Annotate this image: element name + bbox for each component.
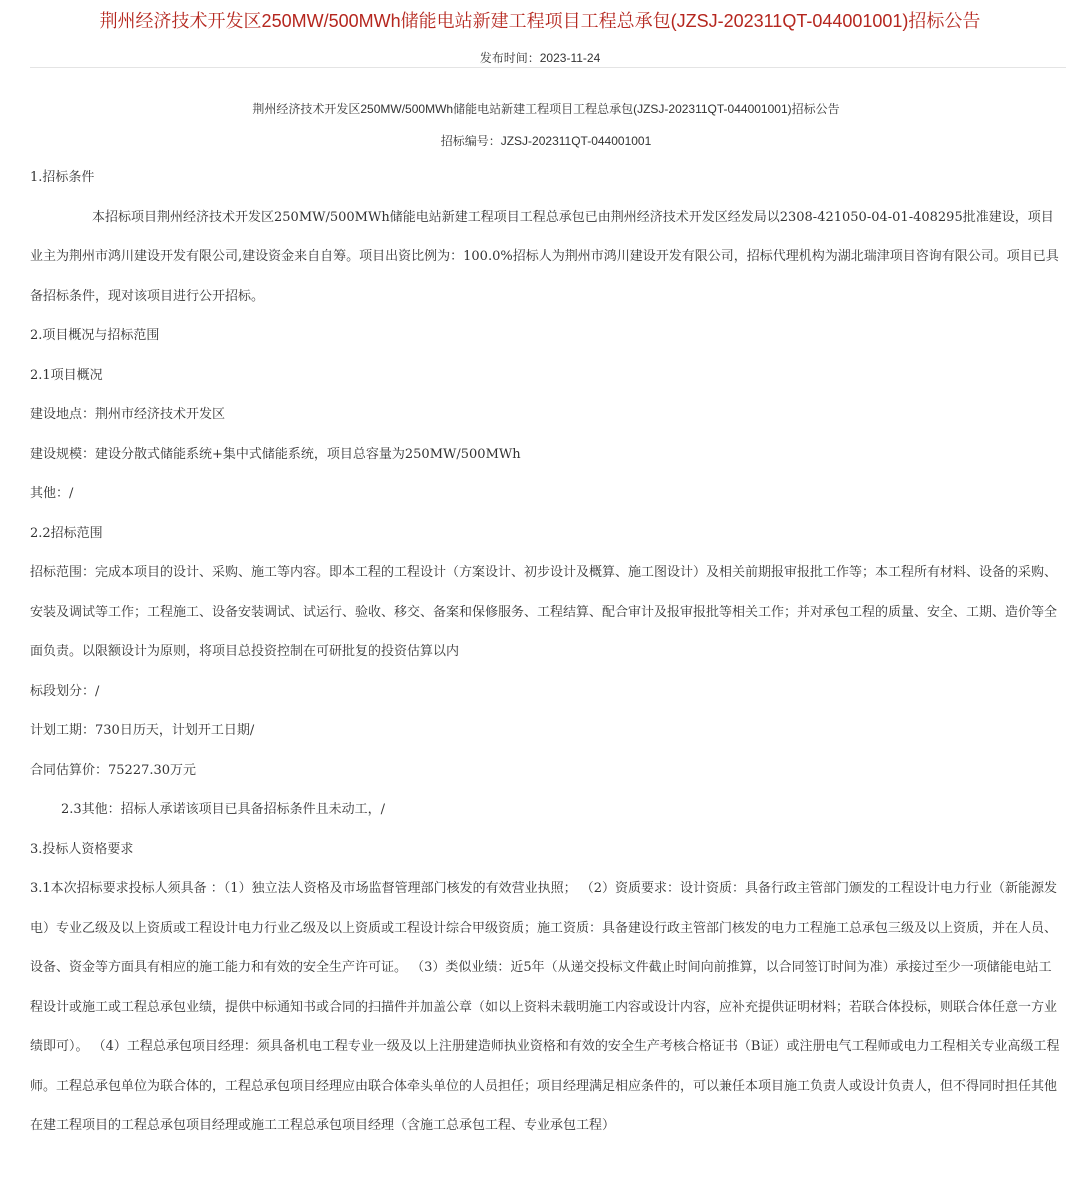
paragraph: 3.1本次招标要求投标人须具备 ：（1）独立法人资格及市场监督管理部门核发的有效营业执照； （2）资质要求：设计资质：具备行政主管部门颁发的工程设计电力行业（新能源发电）专业乙级及以上资质或工程设计电力行业乙级及以上资质或工程设计综合甲级资质；施工资质：具备建设行政主管部门核发的电力工程施工总承包三级及以上资质，并在人员、设备、资金等方面具有相应的施工能力和有效的安全生产许可证。 （3）类似业绩：近5年（从递交投标文件截止时间向前推算，以合同签订时间为准）承接过至少一项储能电站工程设计或施工或工程总承包业绩，提供中标通知书或合同的扫描件并加盖公章（如以上资料未载明施工内容或设计内容，应补充提供证明材料；若联合体投标，则联合体任意一方业绩即可）。 （4）工程总承包项目经理：须具备机电工程专业一级及以上注册建造师执业资格和有效的安全生产考核合格证书（B证）或注册电气工程师或电力工程相关专业高级工程师。工程总承包单位为联合体的，工程总承包项目经理应由联合体牵头单位的人员担任；项目经理满足相应条件的，可以兼任本项目施工负责人或设计负责人，但不得同时担任其他在建工程项目的工程总承包项目经理或施工工程总承包项目经理（含施工总承包工程、专业承包工程） (30, 881, 1060, 1133)
publish-info (0, 49, 1080, 67)
paragraph: 标段划分：/ (30, 683, 100, 699)
title-divider (30, 67, 1066, 68)
paragraph: 合同估算价：75227.30万元 (30, 762, 197, 778)
publish-label: 发布时间： (479, 51, 540, 65)
paragraph: 其他：/ (30, 486, 74, 501)
subsection-heading: 2.1项目概况 (30, 367, 103, 383)
subsection-heading: 2.2招标范围 (30, 525, 103, 541)
publish-date: 2023-11-24 (539, 51, 601, 65)
paragraph: 2.3其他：招标人承诺该项目已具备招标条件且未动工，/ (61, 802, 386, 817)
paragraph: 建设地点：荆州市经济技术开发区 (30, 407, 226, 422)
section-heading: 1.招标条件 (30, 170, 95, 185)
section-heading: 2.项目概况与招标范围 (30, 328, 160, 343)
paragraph: 建设规模：建设分散式储能系统+集中式储能系统，项目总容量为250MW/500MWh (30, 446, 521, 462)
tender-number: 招标编号：JZSJ-202311QT-044001001 (440, 134, 652, 148)
paragraph: 本招标项目荆州经济技术开发区250MW/500MWh储能电站新建工程项目工程总承包已由荆州经济技术开发区经发局以2308-421050-04-01-408295批准建设，项目业主为荆州市鸿川建设开发有限公司,建设资金来自自筹。项目出资比例为：100.0%招标人为荆州市鸿川建设开发有限公司，招标代理机构为湖北瑞津项目咨询有限公司。项目已具备招标条件，现对该项目进行公开招标。 (30, 209, 1059, 304)
paragraph: 招标范围：完成本项目的设计、采购、施工等内容。即本工程的工程设计（方案设计、初步设计及概算、施工图设计）及相关前期报审报批工作等；本工程所有材料、设备的采购、安装及调试等工作；工程施工、设备安装调试、试运行、验收、移交、备案和保修服务、工程结算、配合审计及报审报批等相关工作；并对承包工程的质量、安全、工期、造价等全面负责。以限额设计为原则，将项目总投资控制在可研批复的投资估算以内 (30, 565, 1058, 659)
notice-subtitle: 荆州经济技术开发区250MW/500MWh储能电站新建工程项目工程总承包(JZSJ-202311QT-044001001)招标公告 (252, 102, 840, 116)
notice-body (30, 158, 1064, 1146)
page-title: 荆州经济技术开发区250MW/500MWh储能电站新建工程项目工程总承包(JZSJ-202311QT-044001001)招标公告 (99, 11, 981, 31)
paragraph: 计划工期：730日历天，计划开工日期/ (30, 723, 255, 738)
section-heading: 3.投标人资格要求 (30, 841, 134, 857)
